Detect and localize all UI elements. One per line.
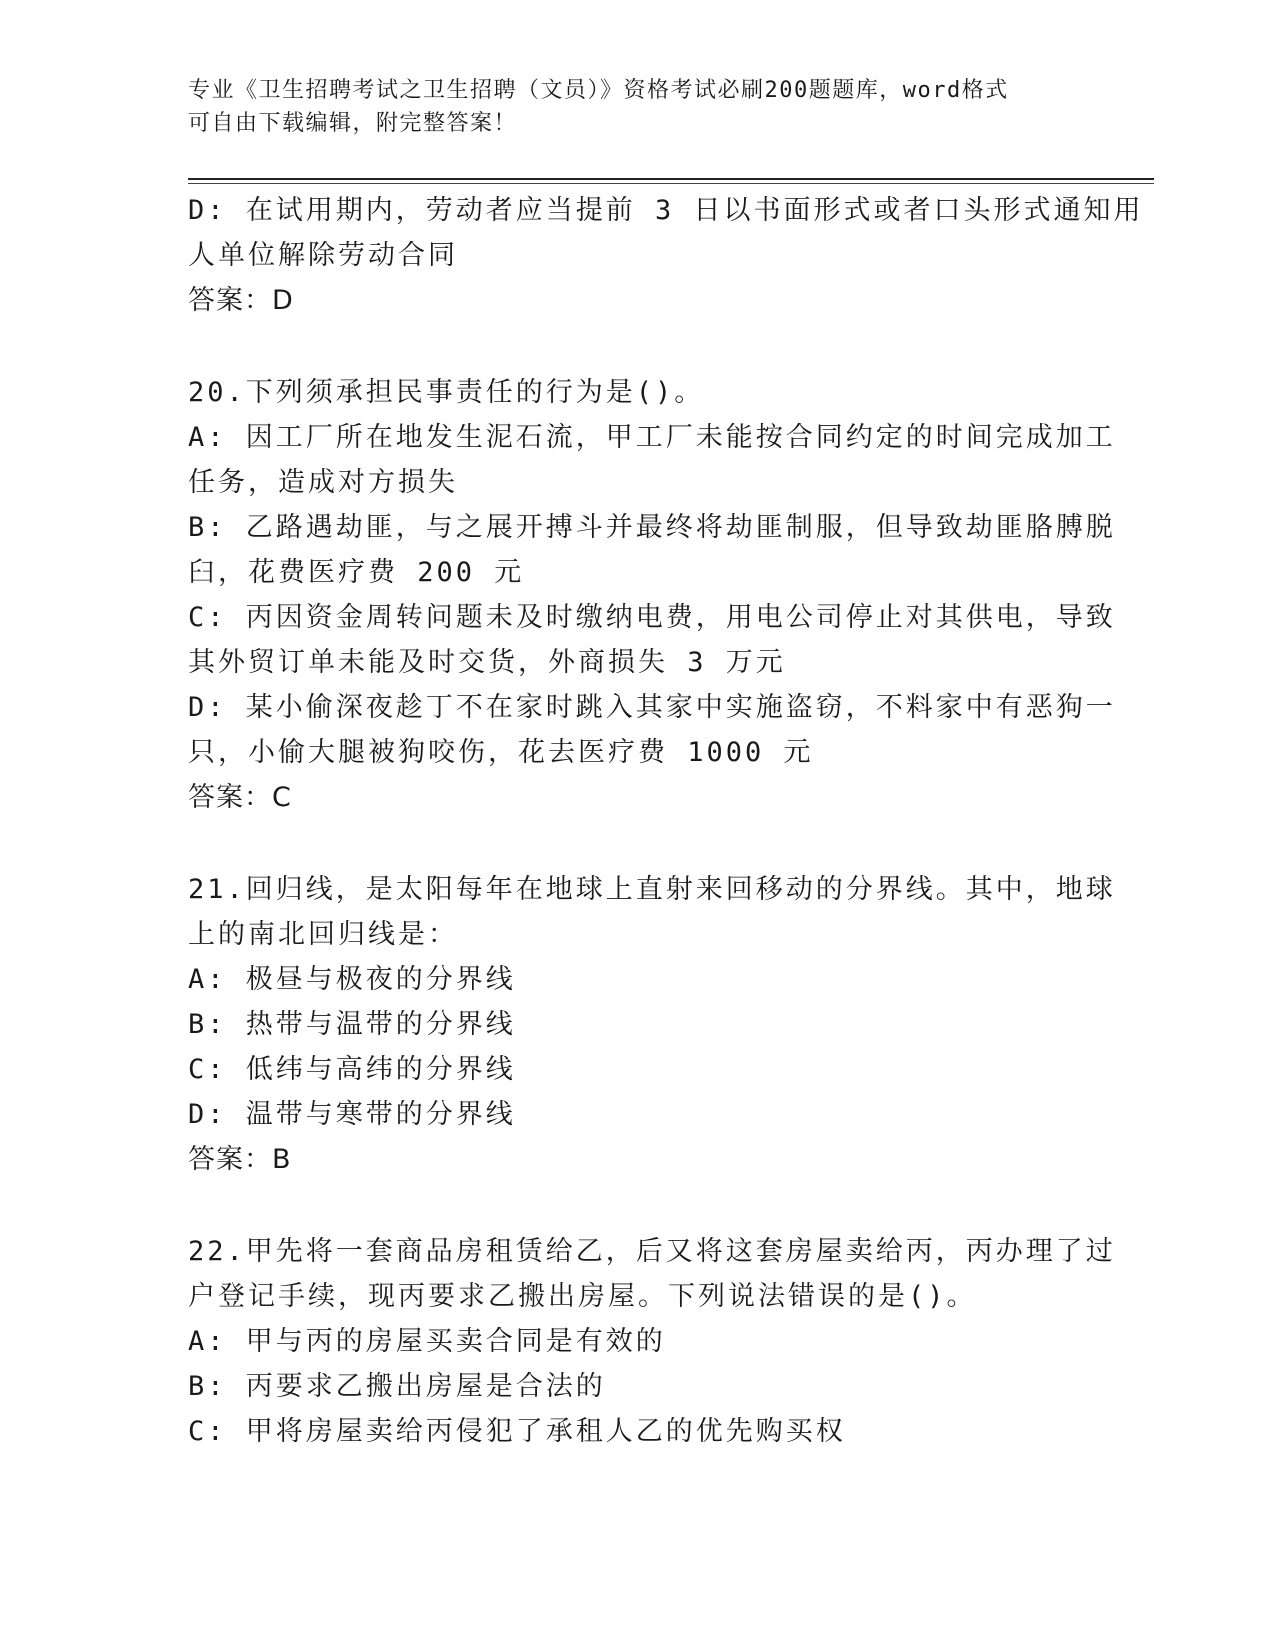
option-b-line-2: 臼，花费医疗费 200 元 [188,557,525,588]
header-line-2: 可自由下载编辑，附完整答案！ [188,111,518,136]
option-b: B: 丙要求乙搬出房屋是合法的 [188,1371,606,1402]
option-b-line-1: B: 乙路遇劫匪，与之展开搏斗并最终将劫匪制服，但导致劫匪胳膊脱 [188,512,1116,543]
spacer [188,323,1068,370]
option-a-line-2: 任务，造成对方损失 [188,467,458,498]
option-c: C: 低纬与高纬的分界线 [188,1054,516,1085]
option-a-line-1: A: 因工厂所在地发生泥石流，甲工厂未能按合同约定的时间完成加工 [188,422,1116,453]
option-d: D: 温带与寒带的分界线 [188,1099,516,1130]
option-d-line-1: D: 某小偷深夜趁丁不在家时跳入其家中实施盗窃，不料家中有恶狗一 [188,692,1116,723]
question-content [188,188,1144,1454]
header-divider-thin [188,183,1154,184]
option-c-line-2: 其外贸订单未能及时交货，外商损失 3 万元 [188,647,786,678]
option-a: A: 极昼与极夜的分界线 [188,964,516,995]
spacer [188,1182,1068,1229]
header-line-1: 专业《卫生招聘考试之卫生招聘（文员）》资格考试必刷200题题库，word格式 [188,78,1009,103]
question-stem-line-1: 22.甲先将一套商品房租赁给乙，后又将这套房屋卖给丙，丙办理了过 [188,1236,1116,1267]
option-d-line-1: D: 在试用期内，劳动者应当提前 3 日以书面形式或者口头形式通知用 [188,195,1144,226]
question-stem-line-1: 21.回归线，是太阳每年在地球上直射来回移动的分界线。其中，地球 [188,874,1116,905]
question-22 [188,1229,1116,1454]
question-stem-line-2: 户登记手续，现丙要求乙搬出房屋。下列说法错误的是()。 [188,1281,977,1312]
answer-label: 答案：B [188,1144,292,1175]
answer-label: 答案：C [188,782,292,813]
option-d-line-2: 人单位解除劳动合同 [188,240,458,271]
option-a: A: 甲与丙的房屋买卖合同是有效的 [188,1326,666,1357]
document-header [188,74,1068,140]
answer-label: 答案：D [188,285,294,316]
question-stem-line-2: 上的南北回归线是： [188,919,458,950]
option-c: C: 甲将房屋卖给丙侵犯了承租人乙的优先购买权 [188,1416,846,1447]
question-stem: 20.下列须承担民事责任的行为是()。 [188,377,705,408]
header-divider-thick [188,178,1154,180]
spacer [188,820,1068,867]
question-20 [188,370,1116,820]
option-c-line-1: C: 丙因资金周转问题未及时缴纳电费，用电公司停止对其供电，导致 [188,602,1116,633]
question-21 [188,867,1116,1182]
previous-question-tail [188,188,1144,323]
option-d-line-2: 只，小偷大腿被狗咬伤，花去医疗费 1000 元 [188,737,814,768]
option-b: B: 热带与温带的分界线 [188,1009,516,1040]
